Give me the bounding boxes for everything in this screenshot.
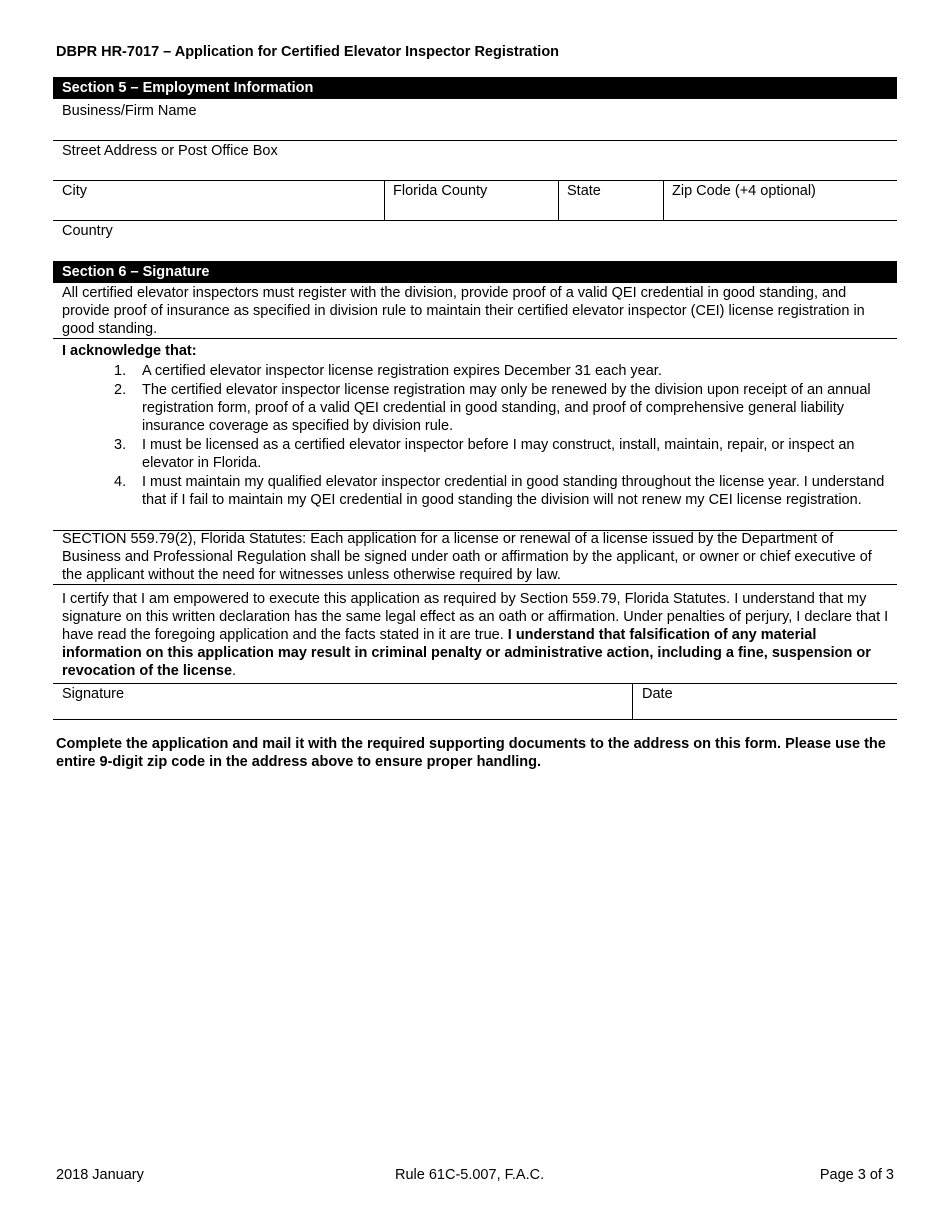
list-number: 4. (114, 474, 127, 490)
business-name-field[interactable] (53, 100, 897, 140)
list-text: I must maintain my qualified elevator inspector credential in good standing throughout the license year. I understand that if I fail to maintain my QEI credential in good standing the division will not renew my CEI license registration. (142, 474, 885, 508)
certification-end: . (232, 663, 237, 679)
list-item (110, 436, 890, 472)
date-field[interactable] (633, 683, 897, 720)
list-text: I must be licensed as a certified elevator inspector before I may construct, install, maintain, repair, or inspect an elevator in Florida. (142, 437, 855, 471)
footer-page-number: Page 3 of 3 (819, 1167, 894, 1183)
section-6-heading: Section 6 – Signature (53, 261, 897, 283)
business-name-label: Business/Firm Name (62, 103, 197, 119)
page-title: DBPR HR-7017 – Application for Certified Elevator Inspector Registration (56, 44, 560, 60)
country-field[interactable] (53, 220, 897, 260)
statute-text: SECTION 559.79(2), Florida Statutes: Each application for a license or renewal of a license issued by the Department of Business and Professional Regulation shall be signed under oath or affirmation by the applicant, or owner or chief executive of the applicant without the need for witnesses unless otherwise required by law. (62, 531, 872, 583)
list-number: 1. (114, 363, 127, 379)
street-address-field[interactable] (53, 140, 897, 180)
registration-intro: All certified elevator inspectors must register with the division, provide proof of a valid QEI credential in good standing, and provide proof of insurance as specified in division rule to maintain their certified elevator inspector (CEI) license registration in good standing. (62, 285, 865, 337)
list-number: 2. (114, 382, 127, 398)
state-field[interactable] (558, 180, 663, 220)
acknowledgement-list (110, 362, 890, 510)
florida-county-label: Florida County (393, 183, 488, 199)
list-number: 3. (114, 437, 127, 453)
list-item (110, 381, 890, 435)
section-5-heading: Section 5 – Employment Information (53, 77, 897, 99)
date-label: Date (642, 686, 673, 702)
city-label: City (62, 183, 87, 199)
city-field[interactable] (53, 180, 384, 220)
divider (53, 719, 897, 720)
certification-plain: I certify that I am empowered to execute this application as required by Section 559.79, Florida Statutes. I understand that my signature on this written declaration has the same legal effect as an oath or affirmation. Under penalties of perjury, I declare that I have read the foregoing application and the facts stated in it are true. (62, 591, 889, 643)
certification-bold: I understand that falsification of any material information on this application may result in criminal penalty or administrative action, including a fine, suspension or revocation of the license (62, 627, 871, 679)
state-label: State (567, 183, 601, 199)
list-text: The certified elevator inspector license registration may only be renewed by the division upon receipt of an annual registration form, proof of a valid QEI credential in good standing, and proof of comprehensive general liability insurance coverage as specified by division rule. (142, 382, 871, 434)
list-item (110, 473, 890, 509)
zip-code-label: Zip Code (+4 optional) (672, 183, 816, 199)
footer-date: 2018 January (56, 1167, 144, 1183)
signature-field[interactable] (53, 683, 633, 720)
footer-rule: Rule 61C-5.007, F.A.C. (395, 1167, 545, 1183)
street-address-label: Street Address or Post Office Box (62, 143, 278, 159)
country-label: Country (62, 223, 113, 239)
zip-code-field[interactable] (663, 180, 897, 220)
list-text: A certified elevator inspector license registration expires December 31 each year. (142, 363, 662, 379)
signature-label: Signature (62, 686, 125, 702)
list-item (110, 362, 890, 380)
florida-county-field[interactable] (384, 180, 559, 220)
mailing-instructions: Complete the application and mail it with the required supporting documents to the address on this form. Please use the entire 9-digit zip code in the address above to ensure proper handling. (56, 736, 886, 770)
divider (53, 584, 897, 585)
divider (53, 338, 897, 339)
acknowledge-title: I acknowledge that: (62, 343, 197, 359)
certification-text (62, 590, 892, 680)
